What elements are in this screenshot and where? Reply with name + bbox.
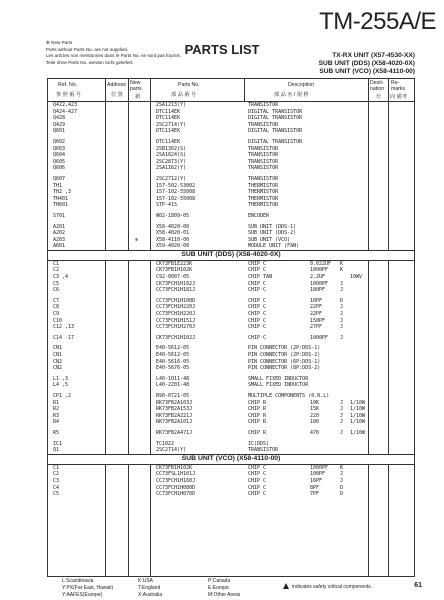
cell-tol: D (340, 484, 344, 491)
cell-rat: 10WV (350, 274, 363, 281)
cell-ref: L4 ,5 (53, 382, 69, 389)
destination-legend (62, 578, 262, 599)
cell-spec: 22PF (310, 304, 323, 311)
col-remarks-2: marks (391, 86, 406, 92)
cell-ref: Q605 (53, 158, 66, 165)
legend-item: Y:PX(Far East, Hawaii) (62, 585, 114, 591)
cell-tol: K (340, 267, 344, 274)
cell-pn: RK73FB2A471J (156, 429, 193, 436)
cell-spec: 27PF (310, 324, 323, 331)
cell-tol: J (340, 311, 344, 318)
legend-item: P:Canada (208, 578, 231, 584)
cell-ref: C1 (53, 464, 60, 471)
cell-ref: A201 (53, 223, 66, 230)
cell-pn: DTC114EK (156, 138, 181, 145)
table-row (48, 393, 414, 400)
cell-spec: 7PF (310, 491, 320, 498)
cell-pn: CK73FCH1H102J (156, 334, 196, 341)
table-row (48, 287, 414, 294)
cell-ref: CN2 (53, 358, 63, 365)
table-row (48, 202, 414, 209)
cell-ref: C3 (53, 477, 60, 484)
cell-desc: SMALL FIXED INDUCTOR (248, 382, 309, 389)
cell-pn: X59-4020-00 (156, 243, 190, 250)
cell-desc: PIN CONNECTOR (8P:DDS-2) (248, 365, 321, 372)
col-ref-no-jp: 参 照 番 号 (56, 92, 82, 98)
cell-spec: 0.022UF (310, 260, 332, 267)
cell-pn: R90-0721-05 (156, 392, 190, 399)
col-new-jp: 新 (135, 94, 141, 100)
cell-desc: CHIP C (248, 491, 267, 498)
cell-pn: CC73FCH1H181J (156, 287, 196, 294)
col-parts-no-jp: 部 品 番 号 (171, 92, 197, 98)
cell-desc: TRANSISTOR (248, 165, 279, 172)
cell-desc: SUB UNIT (VCO) (248, 236, 291, 243)
cell-desc: CHIP C (248, 287, 267, 294)
cell-rat: 1/10W (350, 399, 366, 406)
cell-tol: D (340, 491, 344, 498)
cell-desc: CHIP C (248, 297, 267, 304)
table-row (48, 224, 414, 231)
table-row (48, 152, 414, 159)
section-header: SUB UNIT (VCO) (X58-4110-00) (48, 454, 414, 465)
cell-pn: CC73FCH1H151J (156, 317, 196, 324)
cell-pn: E40-5612-05 (156, 345, 190, 352)
cell-desc: TRANSISTOR (248, 102, 279, 108)
col-destination-2: nation (370, 86, 385, 92)
cell-ref: C6 (53, 287, 60, 294)
cell-tol: J (340, 334, 344, 341)
legend-item: X:Australia (138, 592, 163, 598)
cell-ref: R5 (53, 429, 60, 436)
cell-desc: THERMISTOR (248, 182, 279, 189)
cell-rat: 1/10W (350, 419, 366, 426)
cell-desc: CHIP C (248, 464, 267, 471)
cell-spec: 1000PF (310, 464, 329, 471)
table-header (48, 79, 414, 102)
cell-pn: CC73FCH1H160J (156, 477, 196, 484)
cell-tol: J (340, 399, 344, 406)
cell-pn: CK73FCH1H102J (156, 280, 196, 287)
table-row (48, 413, 414, 420)
cell-pn: CC73FCH1H220J (156, 311, 196, 318)
table-row (48, 352, 414, 359)
table-row (48, 128, 414, 135)
cell-desc: CHIP TAN (248, 274, 273, 281)
cell-pn: 2SC2712(Y) (156, 175, 187, 182)
cell-desc: SMALL FIXED INDUCTOR (248, 375, 309, 382)
cell-pn: CC73FCH1H100D (156, 297, 196, 304)
table-row (48, 183, 414, 190)
cell-desc: CHIP C (248, 280, 267, 287)
table-row (48, 176, 414, 183)
unit-dds: SUB UNIT (DDS) (X58-4020-0X) (318, 60, 415, 67)
cell-ref: R1 (53, 399, 60, 406)
cell-desc: PIN CONNECTOR (6P:DDS-1) (248, 358, 321, 365)
cell-pn: E40-5612-05 (156, 352, 190, 358)
cell-ref: Q1 (53, 447, 60, 454)
cell-ref: Q422,423 (53, 102, 78, 108)
col-remarks-jp: 向 備考 (390, 94, 408, 100)
cell-ref: C10 (53, 317, 63, 324)
table-row (48, 430, 414, 437)
cell-spec: 10PF (310, 297, 323, 304)
table-row (48, 359, 414, 366)
cell-pn: CK73FB1H102K (156, 464, 193, 471)
cell-pn: X58-4020-01 (156, 230, 190, 237)
table-row (48, 441, 414, 448)
cell-pn: STP-41S (156, 202, 178, 209)
cell-pn: RK73FB2A153J (156, 406, 193, 413)
unit-vco: SUB UNIT (VCO) (X58-4110-00) (319, 68, 415, 75)
cell-tol: J (340, 477, 344, 484)
table-body (48, 102, 414, 498)
table-row (48, 465, 414, 472)
table-row (48, 139, 414, 146)
table-row (48, 122, 414, 129)
cell-pn: TC1022 (156, 440, 175, 447)
parts-table (47, 78, 415, 577)
cell-spec: 470 (310, 429, 320, 436)
safety-note (283, 583, 372, 590)
table-row (48, 102, 414, 109)
cell-desc: CHIP C (248, 334, 267, 341)
cell-desc: CHIP C (248, 267, 267, 274)
cell-pn: CC73FCH1H220J (156, 304, 196, 311)
cell-tol: J (340, 419, 344, 426)
cell-ref: S701 (53, 212, 66, 219)
cell-pn: 157-502-53002 (156, 182, 196, 189)
cell-desc: THERMISTOR (248, 189, 279, 196)
cell-pn: L40-1011-48 (156, 375, 190, 382)
cell-ref: C8 (53, 304, 60, 311)
table-row (48, 318, 414, 325)
table-row (48, 146, 414, 153)
notes (46, 40, 181, 66)
cell-desc: THERMISTOR (248, 202, 279, 209)
cell-pn: E40-5676-05 (156, 365, 190, 372)
cell-pn: 2SB1302(S) (156, 145, 187, 152)
warning-triangle-icon (283, 583, 289, 589)
cell-ref: CP1 ,2 (53, 392, 72, 399)
cell-desc: TRANSISTOR (248, 175, 279, 182)
legend-item: E:Europe (208, 585, 229, 591)
col-description: Description (288, 82, 314, 88)
cell-pn: 2SA1213(Y) (156, 102, 187, 108)
page-number: 61 (414, 582, 422, 589)
cell-pn: 157-102-55008 (156, 195, 196, 202)
cell-ref: CN1 (53, 345, 63, 352)
cell-pn: 2SC2714(Y) (156, 447, 187, 454)
note-en: Parts without Parts No. are not supplied. (46, 46, 129, 52)
cell-ref: R2 (53, 406, 60, 413)
table-row (48, 406, 414, 413)
cell-ref: Q429 (53, 121, 66, 128)
note-fr: Les articles non mentionnes dans le Parts No. ne sont pas fournis. (46, 53, 182, 59)
col-remarks: Re- (391, 80, 400, 86)
cell-ref: C4 (53, 484, 60, 491)
cell-ref: A202 (53, 230, 66, 237)
cell-tol: K (340, 260, 344, 267)
cell-desc: SUB UNIT (DDS-2) (248, 230, 297, 237)
cell-ref: Q604 (53, 152, 66, 159)
cell-pn: CC73FCH1H270J (156, 324, 196, 331)
cell-ref: C1 (53, 260, 60, 267)
cell-pn: CK73FB1E223K (156, 260, 193, 267)
cell-ref: Q424-427 (53, 108, 78, 115)
col-new-2: parts (130, 86, 142, 92)
cell-ref: TH1 (53, 182, 63, 189)
cell-desc: CHIP C (248, 324, 267, 331)
col-address-jp: 位 置 (111, 92, 123, 98)
unit-txrx: TX-RX UNIT (X57-4530-XX) (332, 52, 415, 59)
cell-tol: J (340, 280, 344, 287)
cell-ref: TH401 (53, 195, 69, 202)
cell-tol: J (340, 317, 344, 324)
cell-ref: C7 (53, 297, 60, 304)
col-destination-jp: 仕 (376, 94, 382, 100)
table-row (48, 267, 414, 274)
cell-ref: C5 (53, 491, 60, 498)
cell-spec: 1000PF (310, 267, 329, 274)
cell-spec: 22PF (310, 311, 323, 318)
cell-spec: 2.2UF (310, 274, 326, 281)
cell-spec: 100 (310, 419, 320, 426)
cell-desc: CHIP R (248, 429, 267, 436)
cell-tol: J (340, 429, 344, 436)
cell-desc: MODULE UNIT (FAN) (248, 243, 300, 250)
col-parts-no: Parts No. (178, 82, 200, 88)
cell-ref: Q602 (53, 138, 66, 145)
cell-desc: DIGITAL TRANSISTOR (248, 115, 303, 122)
table-row (48, 335, 414, 342)
table-row (48, 237, 414, 244)
cell-ref: Q606 (53, 165, 66, 172)
table-row (48, 115, 414, 122)
cell-ref: A203 (53, 236, 66, 243)
table-row (48, 243, 414, 250)
cell-pn: 2SA1824(S) (156, 152, 187, 159)
table-row (48, 311, 414, 318)
cell-pn: X58-4110-00 (156, 236, 190, 243)
cell-desc: DIGITAL TRANSISTOR (248, 138, 303, 145)
cell-spec: 100PF (310, 471, 326, 478)
cell-spec: 1000PF (310, 334, 329, 341)
note-new-parts: ✻ New Parts (46, 40, 73, 45)
cell-ref: A601 (53, 243, 66, 250)
legend-item: Y:AAFES(Europe) (62, 592, 103, 598)
table-row (48, 419, 414, 426)
cell-tol: J (340, 304, 344, 311)
model-number: TM-255A/E (319, 8, 436, 35)
cell-ref: IC1 (53, 440, 63, 447)
cell-desc: CHIP R (248, 412, 267, 419)
cell-tol: J (340, 287, 344, 294)
cell-spec: 15K (310, 406, 320, 413)
table-row (48, 491, 414, 498)
table-row (48, 447, 414, 454)
cell-pn: RK73FB2A103J (156, 399, 193, 406)
table-row (48, 274, 414, 281)
cell-tol: D (340, 297, 344, 304)
cell-tol: J (340, 324, 344, 331)
cell-pn: 157-102-55008 (156, 189, 196, 196)
cell-pn: RK73FB2A221J (156, 412, 193, 419)
cell-spec: 8PF (310, 484, 320, 491)
cell-ref: C9 (53, 311, 60, 318)
table-row (48, 298, 414, 305)
cell-desc: CHIP R (248, 399, 267, 406)
cell-spec: 16PF (310, 477, 323, 484)
cell-pn: CC73FCH1H070D (156, 491, 196, 498)
cell-desc: CHIP C (248, 317, 267, 324)
cell-ref: TH2 ,3 (53, 189, 72, 196)
table-row (48, 345, 414, 352)
unit-list (319, 52, 415, 76)
cell-pn: E40-5616-05 (156, 358, 190, 365)
cell-ref: Q428 (53, 115, 66, 122)
table-row (48, 165, 414, 172)
cell-tol: J (340, 471, 344, 478)
cell-pn: L40-2201-48 (156, 382, 190, 389)
col-description-jp: 部 品 名 / 規 格 (274, 92, 309, 98)
cell-desc: THERMISTOR (248, 195, 279, 202)
table-row (48, 400, 414, 407)
cell-desc: IC(DDS) (248, 440, 270, 447)
cell-ref: CN2 (53, 365, 63, 372)
cell-tol: J (340, 406, 344, 413)
note-de: Teile ohne Parts No. werden nicht geliefert. (46, 59, 134, 65)
cell-rat: 1/10W (350, 429, 366, 436)
legend-item: T:England (138, 585, 161, 591)
cell-ref: R3 (53, 412, 60, 419)
cell-rat: 1/10W (350, 406, 366, 413)
cell-ref: C14 -17 (53, 334, 75, 341)
cell-pn: 2SA1162(Y) (156, 165, 187, 172)
cell-pn: CC73FCH1H080D (156, 484, 196, 491)
cell-pn: DTC114EK (156, 115, 181, 122)
cell-spec: 1000PF (310, 280, 329, 287)
cell-desc: CHIP R (248, 419, 267, 426)
cell-desc: DIGITAL TRANSISTOR (248, 128, 303, 135)
legend-item: K:USA (138, 578, 154, 584)
cell-desc: DIGITAL TRANSISTOR (248, 108, 303, 115)
cell-spec: 180PF (310, 287, 326, 294)
cell-spec: 150PF (310, 317, 326, 324)
cell-desc: CHIP C (248, 471, 267, 478)
table-row (48, 478, 414, 485)
cell-ref: TH601 (53, 202, 69, 209)
table-row (48, 382, 414, 389)
cell-pn: X58-4020-00 (156, 223, 190, 230)
cell-desc: TRANSISTOR (248, 121, 279, 128)
table-row (48, 485, 414, 492)
cell-ref: Q603 (53, 145, 66, 152)
table-row (48, 213, 414, 220)
cell-desc: TRANSISTOR (248, 447, 279, 454)
col-new: New (130, 80, 141, 86)
cell-ref: Q601 (53, 128, 66, 135)
cell-desc: CHIP C (248, 311, 267, 318)
table-row (48, 365, 414, 372)
cell-pn: CK73FB1H102K (156, 267, 193, 274)
cell-desc: CHIP C (248, 484, 267, 491)
cell-desc: CHIP C (248, 260, 267, 267)
cell-desc: TRANSISTOR (248, 145, 279, 152)
section-header: SUB UNIT (DDS) (X58-4020-0X) (48, 250, 414, 261)
cell-new: ✻ (135, 236, 139, 243)
cell-desc: CHIP C (248, 477, 267, 484)
table-row (48, 376, 414, 383)
table-row (48, 230, 414, 237)
cell-tol: K (340, 464, 344, 471)
cell-pn: DTC114EK (156, 108, 181, 115)
cell-desc: CHIP C (248, 304, 267, 311)
cell-ref: Q607 (53, 175, 66, 182)
cell-desc: TRANSISTOR (248, 158, 279, 165)
cell-ref: C3 ,4 (53, 274, 69, 281)
cell-pn: 2SC2714(Y) (156, 121, 187, 128)
cell-spec: 10K (310, 399, 320, 406)
col-address: Address (107, 82, 127, 88)
cell-desc: TRANSISTOR (248, 152, 279, 159)
table-row (48, 261, 414, 268)
cell-ref: L1 ,3 (53, 375, 69, 382)
table-row (48, 304, 414, 311)
cell-desc: PIN CONNECTOR (2P:DDS-1) (248, 345, 321, 352)
cell-pn: W02-1809-05 (156, 212, 190, 219)
cell-desc: CHIP R (248, 406, 267, 413)
legend-item: M:Other Areas (208, 592, 241, 598)
table-row (48, 189, 414, 196)
table-row (48, 196, 414, 203)
cell-ref: C2 (53, 267, 60, 274)
cell-rat: 1/10W (350, 412, 366, 419)
col-ref-no: Ref. No. (58, 82, 78, 88)
cell-spec: 220 (310, 412, 320, 419)
table-row (48, 281, 414, 288)
cell-tol: J (340, 412, 344, 419)
safety-text: indicates safety critical components. (292, 584, 373, 590)
cell-pn: DTC114EK (156, 128, 181, 135)
cell-ref: R4 (53, 419, 60, 426)
cell-desc: SUB UNIT (DDS-1) (248, 223, 297, 230)
cell-ref: C5 (53, 280, 60, 287)
table-row (48, 471, 414, 478)
cell-ref: CN1 (53, 352, 63, 358)
cell-pn: CC73FSL1H101J (156, 471, 196, 478)
legend-item: L:Scandinavia (62, 578, 94, 584)
table-row (48, 159, 414, 166)
table-row (48, 109, 414, 116)
cell-desc: ENCODER (248, 212, 270, 219)
page-title: PARTS LIST (184, 42, 260, 57)
cell-pn: C92-0007-05 (156, 274, 190, 281)
cell-pn: RK73FB2A101J (156, 419, 193, 426)
cell-pn: 2SC2873(Y) (156, 158, 187, 165)
table-row (48, 324, 414, 331)
cell-ref: C12 ,13 (53, 324, 75, 331)
cell-desc: MULTIPLE COMPONENTS (0.R.L) (248, 392, 330, 399)
cell-ref: C2 (53, 471, 60, 478)
col-destination: Desti- (370, 80, 384, 86)
cell-desc: PIN CONNECTOR (2P:DDS-2) (248, 352, 321, 358)
